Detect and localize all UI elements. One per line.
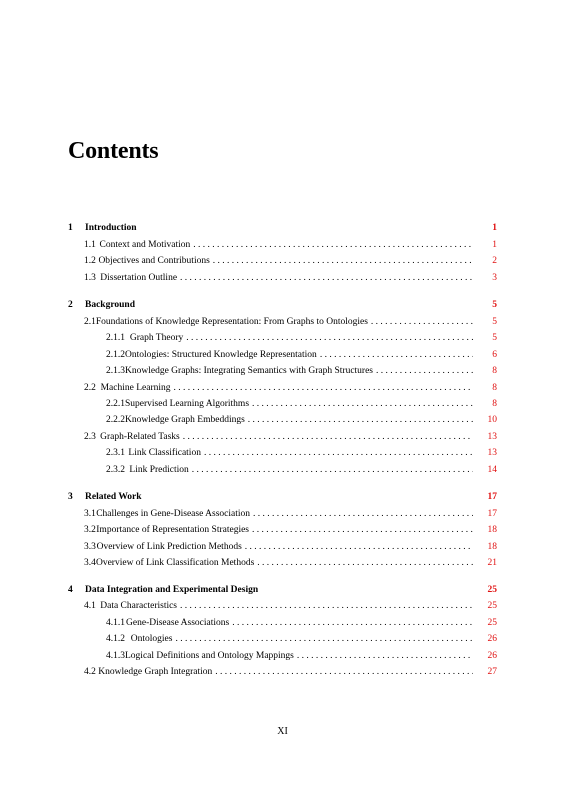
toc-page-link[interactable]: 5 (492, 300, 497, 310)
toc-dot-leader (242, 540, 473, 554)
toc-dot-leader (183, 331, 473, 345)
toc-entry-title[interactable]: Ontologies: Structured Knowledge Representation (125, 350, 317, 360)
toc-entry-title[interactable]: Logical Definitions and Ontology Mappings (125, 651, 294, 661)
toc-entry-number: 2 (68, 300, 73, 310)
toc-page-link[interactable]: 5 (492, 317, 497, 327)
toc-subsection-row[interactable] (106, 463, 497, 477)
toc-entry-title[interactable]: Link Classification (128, 448, 201, 458)
toc-chapter-row[interactable] (68, 298, 497, 312)
toc-section-row[interactable] (84, 254, 497, 268)
toc-dot-leader (229, 616, 473, 630)
toc-dot-leader (177, 599, 473, 613)
toc-page-link[interactable]: 1 (492, 223, 497, 233)
toc-dot-leader (172, 632, 473, 646)
toc-page-link[interactable]: 3 (492, 273, 497, 283)
toc-page-link[interactable]: 13 (487, 432, 497, 442)
toc-dot-leader (177, 271, 473, 285)
toc-entry-title[interactable]: Data Characteristics (100, 601, 178, 611)
toc-section-row[interactable] (84, 556, 497, 570)
toc-dot-leader (180, 430, 473, 444)
toc-entry-number: 3.2 (84, 525, 96, 535)
toc-page-link[interactable]: 8 (492, 383, 497, 393)
toc-subsection-row[interactable] (106, 397, 497, 411)
toc-section-row[interactable] (84, 599, 497, 613)
toc-entry-number: 2.1 (84, 317, 96, 327)
toc-dot-leader (368, 315, 473, 329)
toc-page-link[interactable]: 5 (492, 333, 497, 343)
toc-subsection-row[interactable] (106, 649, 497, 663)
toc-dot-leader (212, 665, 473, 679)
toc-page-link[interactable]: 1 (492, 240, 497, 250)
toc-entry-title[interactable]: Data Integration and Experimental Design (85, 585, 259, 595)
toc-entry-number: 1.2 (84, 256, 96, 266)
toc-section-row[interactable] (84, 540, 497, 554)
toc-page-link[interactable]: 8 (492, 366, 497, 376)
toc-dot-leader (190, 238, 473, 252)
toc-entry-title[interactable]: Machine Learning (100, 383, 171, 393)
toc-section-row[interactable] (84, 665, 497, 679)
toc-subsection-row[interactable] (106, 331, 497, 345)
toc-entry-title[interactable]: Supervised Learning Algorithms (125, 399, 250, 409)
toc-entry-number: 2.1.1 (106, 333, 125, 343)
toc-chapter-row[interactable] (68, 583, 497, 597)
toc-chapter-row[interactable] (68, 221, 497, 235)
toc-dot-leader (250, 507, 473, 521)
toc-entry-number: 1 (68, 223, 73, 233)
toc-entry-title[interactable]: Background (85, 300, 135, 310)
toc-dot-leader (210, 254, 473, 268)
toc-page-link[interactable]: 2 (492, 256, 497, 266)
toc-entry-title[interactable]: Knowledge Graph Integration (98, 667, 213, 677)
toc-entry-number: 3 (68, 492, 73, 502)
toc-entry-number: 1.1 (84, 240, 96, 250)
toc-entry-number: 3.1 (84, 509, 96, 519)
toc-page-link[interactable]: 21 (487, 558, 497, 568)
toc-dot-leader (254, 556, 473, 570)
toc-dot-leader (249, 397, 473, 411)
toc-page-link[interactable]: 18 (487, 542, 497, 552)
toc-page-link[interactable]: 17 (487, 509, 497, 519)
toc-subsection-row[interactable] (106, 413, 497, 427)
toc-entry-number: 2.2.1 (106, 399, 125, 409)
toc-entry-title[interactable]: Dissertation Outline (100, 273, 178, 283)
toc-page-link[interactable]: 25 (487, 585, 497, 595)
toc-entry-number: 4.1.1 (106, 618, 125, 628)
toc-entry-number: 2.3 (84, 432, 96, 442)
toc-dot-leader (294, 649, 473, 663)
toc-dot-leader (317, 348, 473, 362)
toc-page-link[interactable]: 13 (487, 448, 497, 458)
toc-section-row[interactable] (84, 523, 497, 537)
contents-heading: Contents (68, 138, 159, 164)
toc-entry-number: 4.1.3 (106, 651, 125, 661)
toc-page-link[interactable]: 27 (487, 667, 497, 677)
toc-page-link[interactable]: 10 (487, 415, 497, 425)
toc-entry-title[interactable]: Related Work (85, 492, 142, 502)
toc-entry-number: 2.3.1 (106, 448, 125, 458)
toc-page-link[interactable]: 25 (487, 618, 497, 628)
toc-entry-title[interactable]: Graph Theory (129, 333, 184, 343)
toc-entry-title[interactable]: Overview of Link Prediction Methods (96, 542, 242, 552)
toc-dot-leader (245, 413, 473, 427)
toc-entry-title[interactable]: Context and Motivation (99, 240, 191, 250)
toc-entry-number: 3.4 (84, 558, 96, 568)
toc-entry-number: 3.3 (84, 542, 96, 552)
toc-subsection-row[interactable] (106, 616, 497, 630)
toc-entry-title[interactable]: Objectives and Contributions (98, 256, 210, 266)
toc-page-link[interactable]: 6 (492, 350, 497, 360)
toc-entry-number: 2.2.2 (106, 415, 125, 425)
toc-section-row[interactable] (84, 381, 497, 395)
toc-dot-leader (373, 364, 473, 378)
toc-entry-title[interactable]: Knowledge Graphs: Integrating Semantics with Graph Structures (125, 366, 373, 376)
toc-chapter-row[interactable] (68, 490, 497, 504)
toc-subsection-row[interactable] (106, 364, 497, 378)
toc-page-link[interactable]: 18 (487, 525, 497, 535)
toc-dot-leader (249, 523, 473, 537)
toc-page-link[interactable]: 26 (487, 634, 497, 644)
toc-entry-title[interactable]: Link Prediction (129, 465, 189, 475)
toc-section-row[interactable] (84, 430, 497, 444)
toc-entry-title[interactable]: Overview of Link Classification Methods (95, 558, 255, 568)
toc-page-link[interactable]: 26 (487, 651, 497, 661)
toc-entry-number: 2.1.3 (106, 366, 125, 376)
toc-entry-title[interactable]: Graph-Related Tasks (100, 432, 180, 442)
toc-dot-leader (171, 381, 473, 395)
toc-page-link[interactable]: 25 (487, 601, 497, 611)
toc-section-row[interactable] (84, 507, 497, 521)
toc-entry-title[interactable]: Introduction (85, 223, 137, 233)
toc-entry-title[interactable]: Importance of Representation Strategies (96, 525, 250, 535)
toc-entry-number: 4.2 (84, 667, 96, 677)
toc-entry-number: 4 (68, 585, 73, 595)
toc-subsection-row[interactable] (106, 446, 497, 460)
toc-entry-number: 4.1.2 (106, 634, 125, 644)
toc-dot-leader (189, 463, 473, 477)
toc-page-link[interactable]: 14 (487, 465, 497, 475)
toc-entry-title[interactable]: Foundations of Knowledge Representation: From Graphs to Ontologies (95, 317, 368, 327)
toc-page-link[interactable]: 17 (487, 492, 497, 502)
toc-section-row[interactable] (84, 315, 497, 329)
toc-entry-number: 4.1 (84, 601, 96, 611)
toc-subsection-row[interactable] (106, 632, 497, 646)
toc-entry-number: 2.3.2 (106, 465, 125, 475)
toc-entry-number: 1.3 (84, 273, 96, 283)
page-number-footer: XI (277, 726, 288, 737)
toc-section-row[interactable] (84, 238, 497, 252)
toc-entry-number: 2.2 (84, 383, 96, 393)
toc-entry-title[interactable]: Knowledge Graph Embeddings (125, 415, 245, 425)
toc-dot-leader (201, 446, 473, 460)
toc-subsection-row[interactable] (106, 348, 497, 362)
toc-section-row[interactable] (84, 271, 497, 285)
toc-entry-title[interactable]: Challenges in Gene-Disease Association (96, 509, 251, 519)
toc-entry-title[interactable]: Gene-Disease Associations (126, 618, 230, 628)
toc-entry-number: 2.1.2 (106, 350, 125, 360)
toc-page-link[interactable]: 8 (492, 399, 497, 409)
toc-entry-title[interactable]: Ontologies (130, 634, 173, 644)
